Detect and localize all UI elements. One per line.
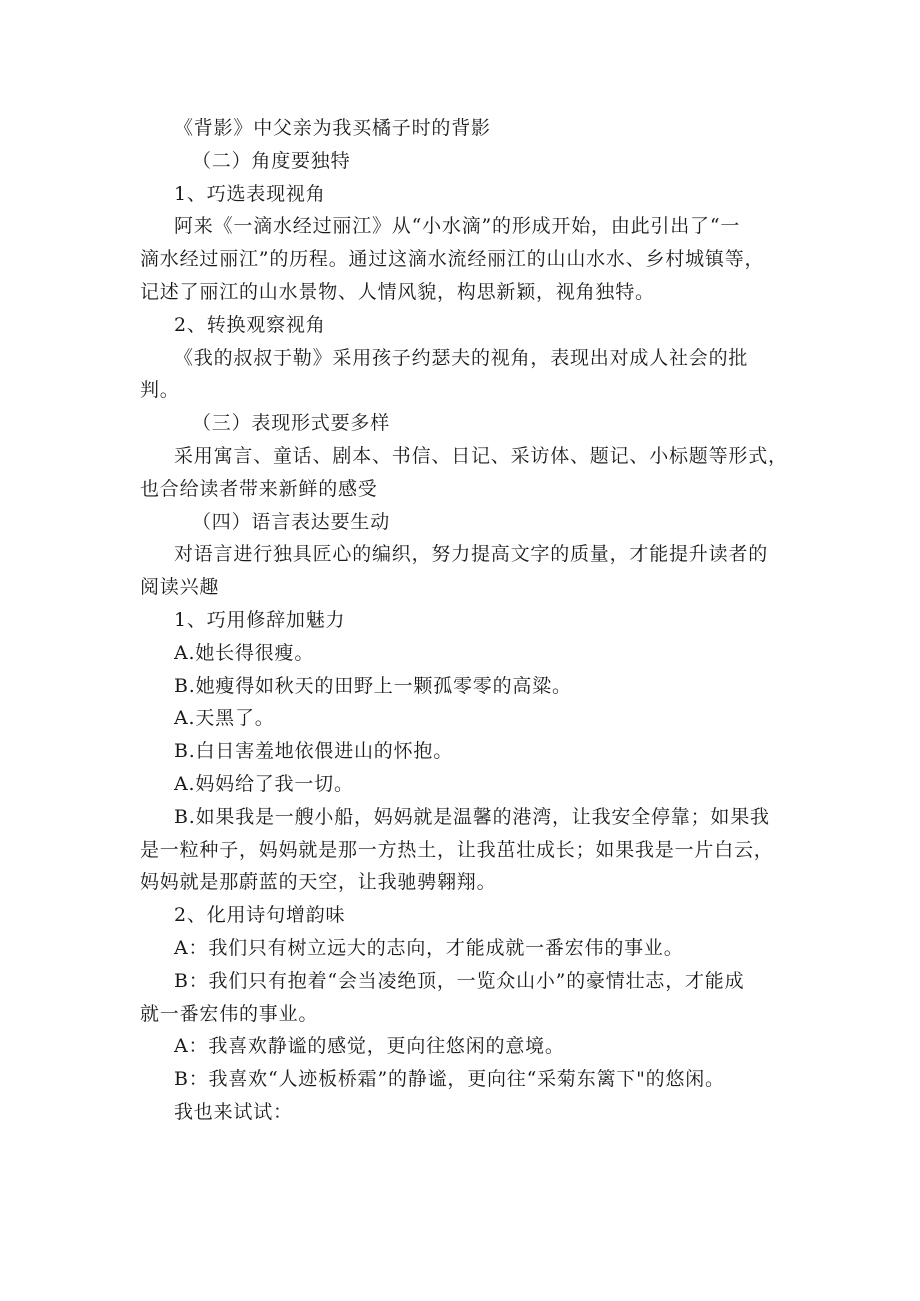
example-line: 就一番宏伟的事业。 [140, 1002, 319, 1025]
paragraph-line: 阅读兴趣 [140, 576, 220, 599]
example-line: B：我们只有抱着“会当凌绝顶，一览众山小”的豪情壮志，才能成 [174, 969, 745, 992]
subsection-heading: 2、转换观察视角 [174, 313, 326, 336]
example-line: A：我喜欢静谧的感觉，更向往悠闲的意境。 [174, 1035, 565, 1058]
example-line: B.如果我是一艘小船，妈妈就是温馨的港湾，让我安全停靠；如果我 [174, 805, 770, 828]
paragraph-line: 判。 [140, 379, 180, 402]
example-line: B.白日害羞地依偎进山的怀抱。 [174, 740, 454, 763]
section-heading: （二）角度要独特 [192, 149, 351, 172]
subsection-heading: 1、巧用修辞加魅力 [174, 608, 346, 631]
document-body [140, 112, 790, 1129]
paragraph-line: 采用寓言、童话、剧本、书信、日记、采访体、题记、小标题等形式， [174, 444, 788, 467]
example-line: B.她瘦得如秋天的田野上一颗孤零零的高粱。 [174, 674, 572, 697]
paragraph-line: 《我的叔叔于勒》采用孩子约瑟夫的视角，表现出对成人社会的批 [174, 346, 749, 369]
subsection-heading: 2、化用诗句增韵味 [174, 904, 346, 927]
example-line: A.天黑了。 [174, 707, 275, 730]
example-line: A.妈妈给了我一切。 [174, 772, 354, 795]
example-line: A.她长得很瘦。 [174, 641, 315, 664]
example-line: 是一粒种子，妈妈就是那一方热土，让我茁壮成长；如果我是一片白云， [140, 838, 774, 861]
example-line: 妈妈就是那蔚蓝的天空，让我驰骋翱翔。 [140, 871, 497, 894]
section-heading: （三）表现形式要多样 [192, 412, 391, 435]
section-heading: （四）语言表达要生动 [192, 510, 391, 533]
paragraph-line: 阿来《一滴水经过丽江》从“小水滴”的形成开始，由此引出了“一 [174, 215, 741, 238]
paragraph-line: 滴水经过丽江”的历程。通过这滴水流经丽江的山山水水、乡村城镇等， [140, 248, 765, 271]
example-line: B：我喜欢“人迹板桥霜”的静谧，更向往“采菊东篱下"的悠闲。 [174, 1068, 725, 1091]
text-line: 我也来试试： [174, 1100, 293, 1123]
paragraph-line: 记述了丽江的山水景物、人情风貌，构思新颖，视角独特。 [140, 280, 655, 303]
subsection-heading: 1、巧选表现视角 [174, 182, 326, 205]
example-line: A：我们只有树立远大的志向，才能成就一番宏伟的事业。 [174, 936, 684, 959]
paragraph-line: 对语言进行独具匠心的编织，努力提高文字的质量，才能提升读者的 [174, 543, 769, 566]
text-line: 《背影》中父亲为我买橘子时的背影 [174, 117, 491, 139]
paragraph-line: 也合给读者带来新鲜的感受 [140, 477, 378, 500]
